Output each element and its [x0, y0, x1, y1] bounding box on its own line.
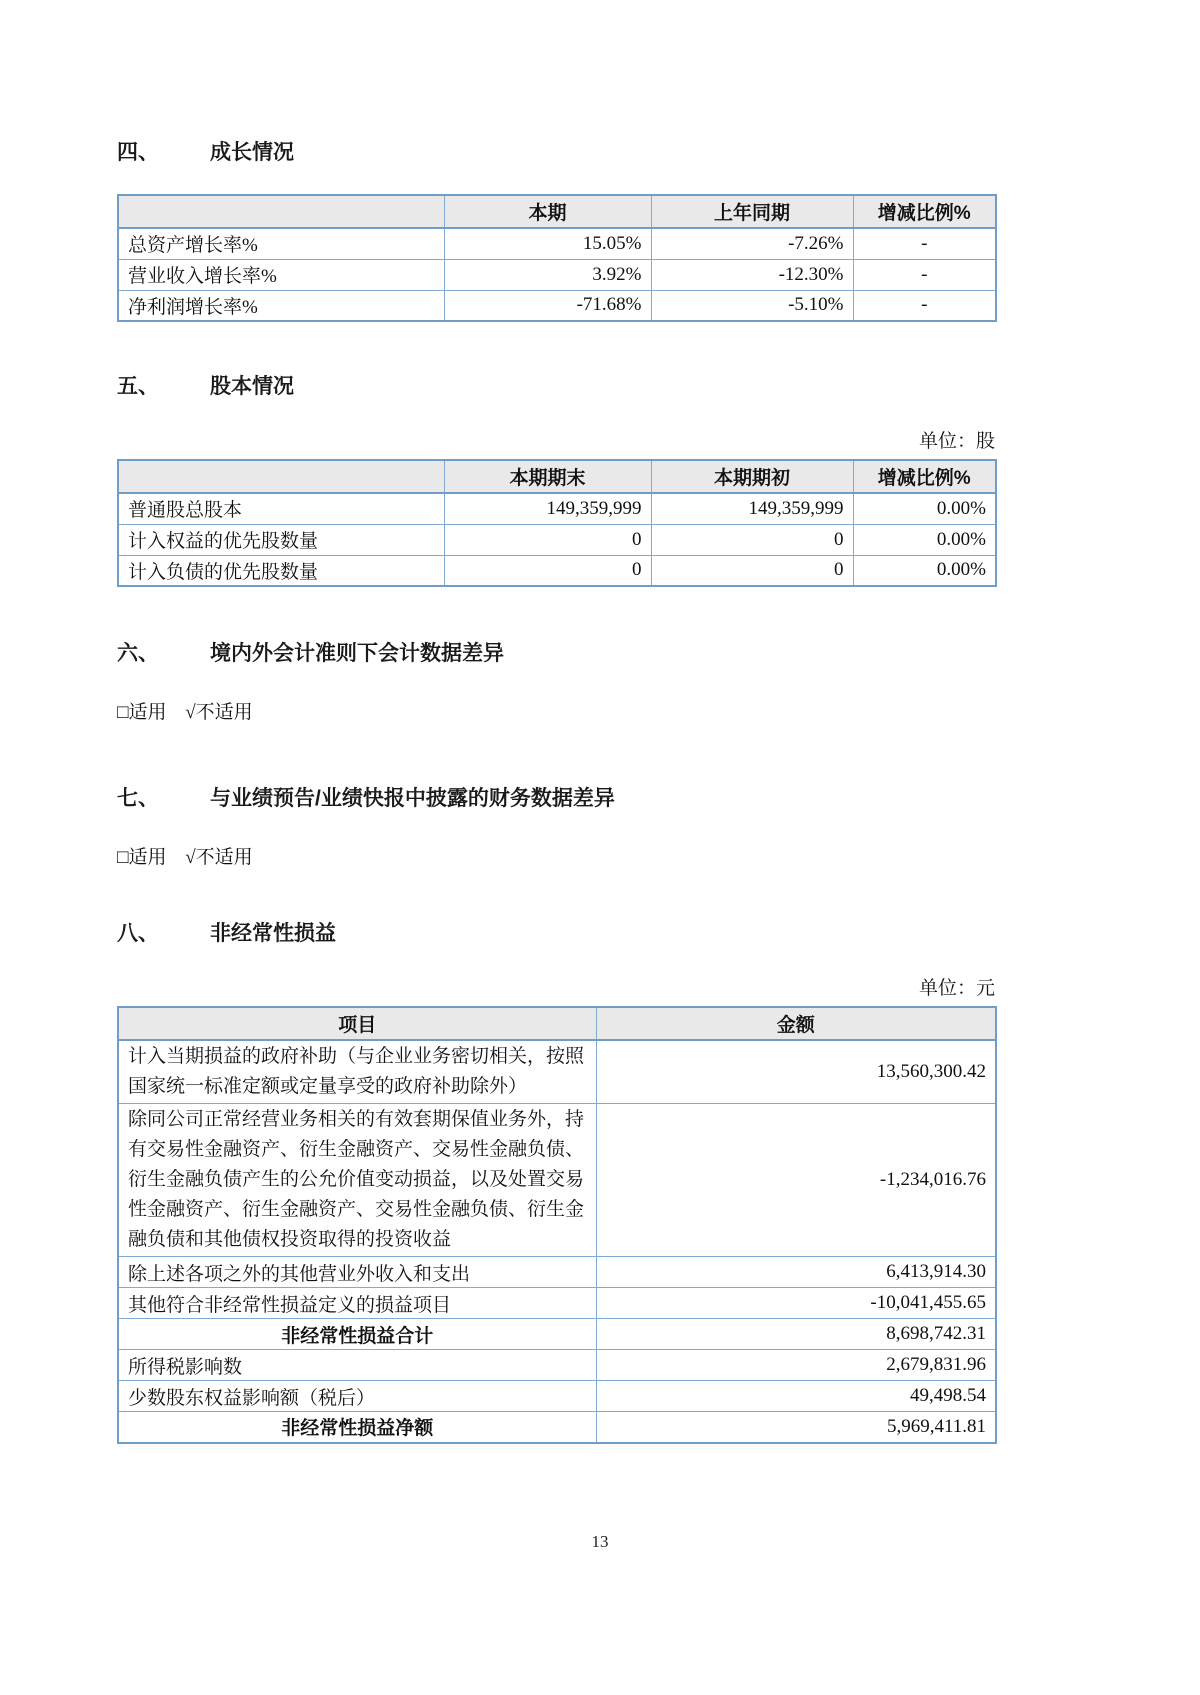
header-cell-amount: 金额	[596, 1007, 996, 1040]
value-cell: -10,041,455.65	[596, 1288, 996, 1319]
value-cell: 0	[444, 555, 651, 586]
section-forecast-diff-title	[117, 786, 995, 812]
section-accounting-diff-title	[117, 641, 995, 667]
section-nonrecurring-title	[117, 921, 995, 947]
section-title-text: 非经常性损益	[210, 922, 336, 945]
document-content	[117, 0, 995, 1444]
section-number: 四、	[117, 141, 159, 164]
value-cell: 6,413,914.30	[596, 1257, 996, 1288]
share-capital-table	[117, 459, 997, 587]
header-cell-item: 项目	[118, 1007, 596, 1040]
table-row	[118, 228, 996, 259]
value-cell: 3.92%	[444, 259, 651, 290]
table-row	[118, 493, 996, 524]
table-row	[118, 1288, 996, 1319]
unit-label: 单位：股	[918, 431, 995, 452]
section-number: 五、	[117, 375, 159, 398]
table-row	[118, 1381, 996, 1412]
section-number: 七、	[117, 787, 159, 810]
table-row-net-total	[118, 1412, 996, 1443]
header-cell-current-period: 本期	[444, 195, 651, 228]
value-cell: 0.00%	[853, 493, 996, 524]
value-cell: 0	[651, 524, 853, 555]
value-cell: -5.10%	[651, 290, 853, 321]
value-cell: -1,234,016.76	[596, 1104, 996, 1257]
table-row	[118, 290, 996, 321]
header-cell-period-end: 本期期末	[444, 460, 651, 493]
value-cell: 8,698,742.31	[596, 1319, 996, 1350]
value-cell: 49,498.54	[596, 1381, 996, 1412]
table-header-row	[118, 195, 996, 228]
value-cell: -71.68%	[444, 290, 651, 321]
section-title-text: 成长情况	[210, 141, 294, 164]
row-label: 净利润增长率%	[118, 290, 444, 321]
page-number: 13	[591, 1532, 609, 1551]
value-cell: -7.26%	[651, 228, 853, 259]
value-cell: 5,969,411.81	[596, 1412, 996, 1443]
checkbox-applicable: □适用	[117, 847, 167, 868]
row-label: 少数股东权益影响额（税后）	[118, 1381, 596, 1412]
value-cell: 15.05%	[444, 228, 651, 259]
value-cell: 13,560,300.42	[596, 1040, 996, 1104]
row-label: 普通股总股本	[118, 493, 444, 524]
row-label: 计入权益的优先股数量	[118, 524, 444, 555]
value-cell: 0	[444, 524, 651, 555]
row-label: 除同公司正常经营业务相关的有效套期保值业务外，持有交易性金融资产、衍生金融资产、交易性金融负债、衍生金融负债产生的公允价值变动损益，以及处置交易性金融资产、衍生金融资产、交易性金融负债、衍生金融负债和其他债权投资取得的投资收益	[118, 1104, 596, 1257]
row-label-total: 非经常性损益净额	[118, 1412, 596, 1443]
section-share-capital-title	[117, 374, 995, 400]
value-cell: 2,679,831.96	[596, 1350, 996, 1381]
table-row	[118, 1104, 996, 1257]
table-row	[118, 555, 996, 586]
section-title-text: 与业绩预告/业绩快报中披露的财务数据差异	[210, 787, 615, 810]
header-cell-blank	[118, 195, 444, 228]
header-cell-change-ratio: 增减比例%	[853, 460, 996, 493]
checkbox-applicable: □适用	[117, 702, 167, 723]
applicability-line	[117, 842, 995, 869]
growth-table	[117, 194, 997, 322]
row-label: 计入负债的优先股数量	[118, 555, 444, 586]
row-label: 其他符合非经常性损益定义的损益项目	[118, 1288, 596, 1319]
table-row	[118, 1350, 996, 1381]
header-cell-change-ratio: 增减比例%	[853, 195, 996, 228]
value-cell: 0	[651, 555, 853, 586]
checkbox-not-applicable: √不适用	[185, 702, 253, 723]
value-cell: -	[853, 259, 996, 290]
section-title-text: 境内外会计准则下会计数据差异	[210, 642, 504, 665]
table-row	[118, 1040, 996, 1104]
header-cell-blank	[118, 460, 444, 493]
header-cell-prior-period: 上年同期	[651, 195, 853, 228]
row-label: 除上述各项之外的其他营业外收入和支出	[118, 1257, 596, 1288]
table-row	[118, 259, 996, 290]
value-cell: -	[853, 290, 996, 321]
nonrecurring-table	[117, 1006, 997, 1444]
value-cell: 0.00%	[853, 555, 996, 586]
table-row	[118, 524, 996, 555]
value-cell: 0.00%	[853, 524, 996, 555]
value-cell: 149,359,999	[444, 493, 651, 524]
table-header-row	[118, 460, 996, 493]
row-label-total: 非经常性损益合计	[118, 1319, 596, 1350]
row-label: 所得税影响数	[118, 1350, 596, 1381]
value-cell: -12.30%	[651, 259, 853, 290]
row-label: 总资产增长率%	[118, 228, 444, 259]
value-cell: -	[853, 228, 996, 259]
table-row-subtotal	[118, 1319, 996, 1350]
section-number: 六、	[117, 642, 159, 665]
row-label: 计入当期损益的政府补助（与企业业务密切相关，按照国家统一标准定额或定量享受的政府补助除外）	[118, 1040, 596, 1104]
section-number: 八、	[117, 922, 159, 945]
unit-label: 单位：元	[918, 978, 995, 999]
section-growth-title	[117, 0, 995, 166]
row-label: 营业收入增长率%	[118, 259, 444, 290]
table-row	[118, 1257, 996, 1288]
header-cell-period-start: 本期期初	[651, 460, 853, 493]
checkbox-not-applicable: √不适用	[185, 847, 253, 868]
applicability-line	[117, 697, 995, 724]
value-cell: 149,359,999	[651, 493, 853, 524]
section-title-text: 股本情况	[210, 375, 294, 398]
table-header-row	[118, 1007, 996, 1040]
